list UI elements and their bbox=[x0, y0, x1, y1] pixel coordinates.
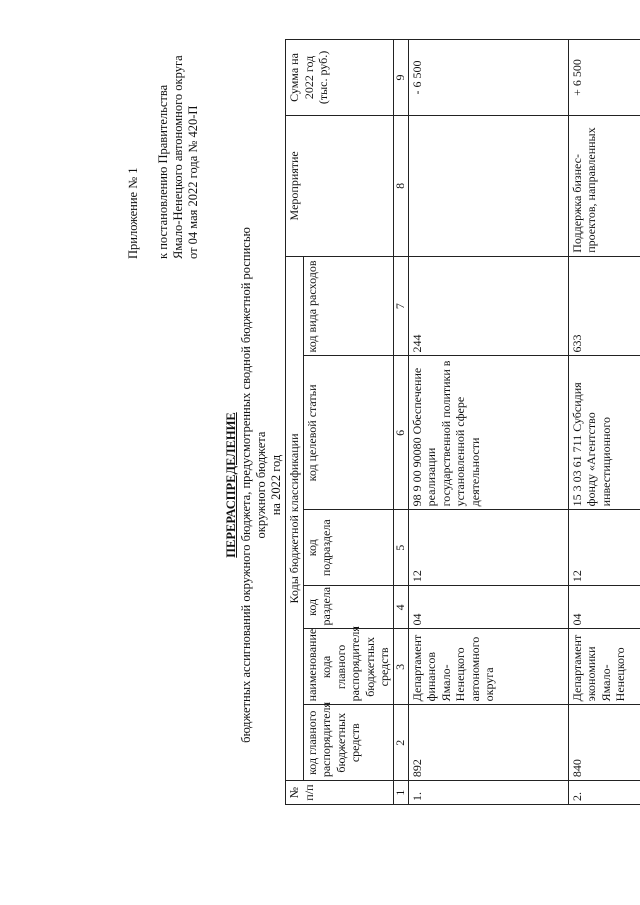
cell-subsection: 12 bbox=[568, 510, 640, 586]
appendix-line: от 04 мая 2022 года № 420-П bbox=[186, 105, 200, 259]
header-section: код раздела bbox=[303, 586, 393, 629]
header-amount: Сумма на 2022 год (тыс. руб.) bbox=[286, 40, 394, 116]
header-measure: Мероприятие bbox=[286, 115, 394, 256]
cell-admin-code: 892 bbox=[408, 705, 568, 781]
header-admin-name: наименование кода главного распорядителя бюджетных средств bbox=[303, 629, 393, 705]
cell-admin-name: Департамент финансов Ямало-Ненецкого автономного округа bbox=[408, 629, 568, 705]
column-number: 1 bbox=[393, 781, 408, 805]
title-block bbox=[224, 225, 284, 745]
cell-amount: + 6 500 bbox=[568, 40, 640, 116]
column-number-row bbox=[393, 40, 408, 805]
cell-num: 1. bbox=[408, 781, 568, 805]
document-subtitle-year: на 2022 год bbox=[269, 454, 283, 516]
column-number: 8 bbox=[393, 115, 408, 256]
document-title: ПЕРЕРАСПРЕДЕЛЕНИЕ bbox=[224, 412, 238, 558]
reallocation-table bbox=[285, 39, 640, 805]
cell-section: 04 bbox=[408, 586, 568, 629]
table-header-row bbox=[286, 40, 304, 805]
header-subsection: код подраздела bbox=[303, 510, 393, 586]
header-num: № п/п bbox=[286, 781, 394, 805]
appendix-line bbox=[141, 9, 156, 259]
cell-measure bbox=[408, 115, 568, 256]
cell-expense: 244 bbox=[408, 256, 568, 356]
appendix-block bbox=[126, 9, 201, 259]
table-row bbox=[568, 40, 640, 805]
table-row bbox=[408, 40, 568, 805]
cell-admin-code: 840 bbox=[568, 705, 640, 781]
cell-admin-name: Департамент экономики Ямало-Ненецкого bbox=[568, 629, 640, 705]
cell-amount: - 6 500 bbox=[408, 40, 568, 116]
column-number: 2 bbox=[393, 705, 408, 781]
header-admin-code: код главного распорядителя бюджетных средств bbox=[303, 705, 393, 781]
cell-expense: 633 bbox=[568, 256, 640, 356]
header-codes-group: Коды бюджетной классификации bbox=[286, 256, 304, 780]
cell-target: 15 3 03 61 711 Субсидия фонду «Агентство инвестиционного bbox=[568, 356, 640, 510]
appendix-line: Приложение № 1 bbox=[126, 167, 140, 259]
cell-measure: Поддержка бизнес-проектов, направленных bbox=[568, 115, 640, 256]
cell-num: 2. bbox=[568, 781, 640, 805]
header-expense: код вида расходов bbox=[303, 256, 393, 356]
document-subtitle: бюджетных ассигнований окружного бюджета, предусмотренных сводной бюджетной росписью окружного бюджета bbox=[239, 227, 268, 743]
cell-section: 04 bbox=[568, 586, 640, 629]
header-target: код целевой статьи bbox=[303, 356, 393, 510]
appendix-line: Ямало-Ненецкого автономного округа bbox=[171, 55, 185, 259]
cell-target: 98 9 00 90080 Обеспечение реализации государственной политики в установленной сфере деятельности bbox=[408, 356, 568, 510]
column-number: 7 bbox=[393, 256, 408, 356]
column-number: 9 bbox=[393, 40, 408, 116]
column-number: 4 bbox=[393, 586, 408, 629]
column-number: 6 bbox=[393, 356, 408, 510]
appendix-line: к постановлению Правительства bbox=[156, 84, 170, 259]
column-number: 3 bbox=[393, 629, 408, 705]
column-number: 5 bbox=[393, 510, 408, 586]
cell-subsection: 12 bbox=[408, 510, 568, 586]
